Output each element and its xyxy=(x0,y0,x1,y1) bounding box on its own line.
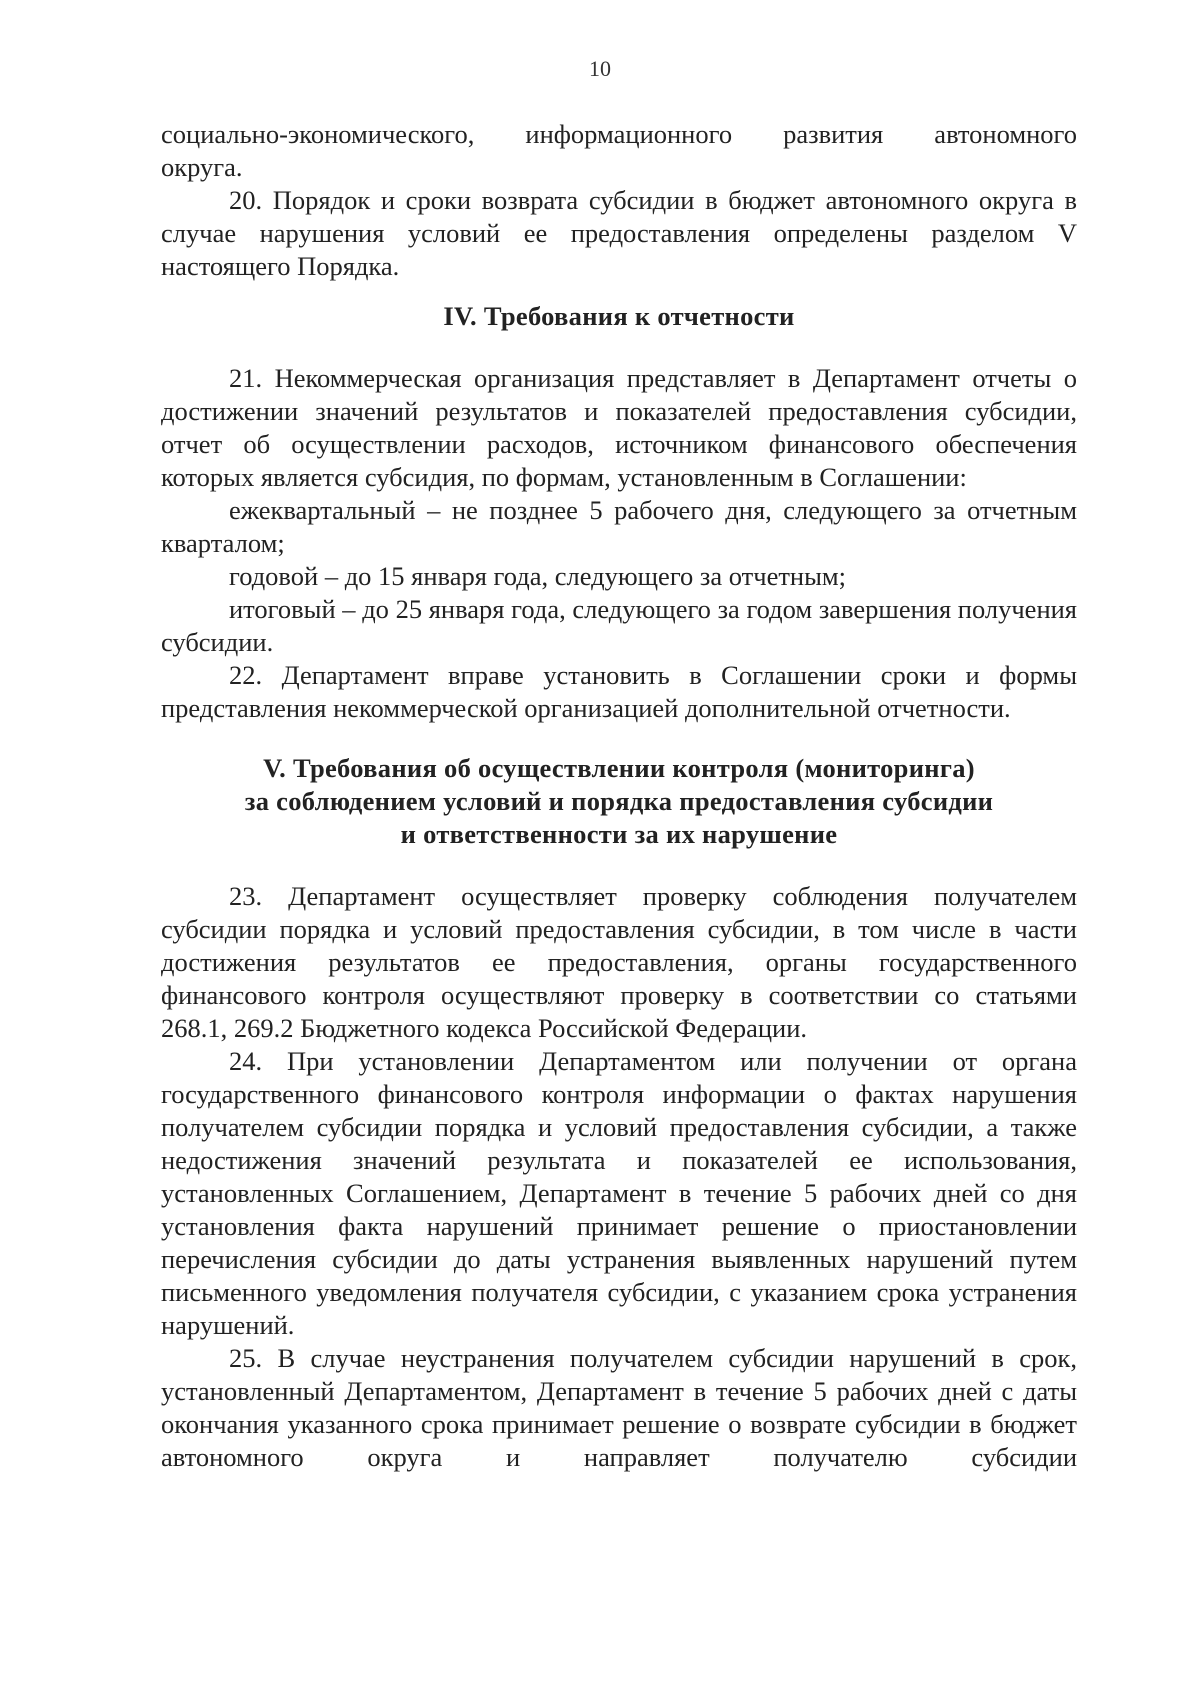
intro-block xyxy=(161,118,1077,283)
section-5-title-line-3: и ответственности за их нарушение xyxy=(400,819,838,849)
continuation-line-end: округа. xyxy=(161,152,243,182)
section-5-title-line-2: за соблюдением условий и порядка предоставления субсидии xyxy=(244,786,994,816)
section-4-title: IV. Требования к отчетности xyxy=(443,301,795,331)
clause-20: 20. Порядок и сроки возврата субсидии в бюджет автономного округа в случае нарушения условий ее предоставления определены разделом V настоящего Порядка. xyxy=(161,185,1077,281)
page-number: 10 xyxy=(589,56,611,81)
clause-25: 25. В случае неустранения получателем субсидии нарушений в срок, установленный Департаментом, Департамент в течение 5 рабочих дней с даты окончания указанного срока принимает решение о возврате субсидии в бюджет автономного округа и направляет получателю субсидии xyxy=(161,1343,1077,1472)
clause-23: 23. Департамент осуществляет проверку соблюдения получателем субсидии порядка и условий предоставления субсидии, в том числе в части достижения результатов ее предоставления, органы государственного финансового контроля осуществляют проверку в соответствии со статьями 268.1, 269.2 Бюджетного кодекса Российской Федерации. xyxy=(161,881,1077,1043)
section-4-body xyxy=(161,362,1077,725)
clause-24: 24. При установлении Департаментом или получении от органа государственного финансового контроля информации о фактах нарушения получателем субсидии порядка и условий предоставления субсидии, а также недостижения значений результата и показателей ее использования, установленных Соглашением, Департамент в течение 5 рабочих дней со дня установления факта нарушений принимает решение о приостановлении перечисления субсидии до даты устранения выявленных нарушений путем письменного уведомления получателя субсидии, с указанием срока устранения нарушений. xyxy=(161,1046,1077,1340)
section-4-heading xyxy=(161,300,1077,333)
clause-22: 22. Департамент вправе установить в Соглашении сроки и формы представления некоммерческой организацией дополнительной отчетности. xyxy=(161,660,1077,723)
clause-21-final: итоговый – до 25 января года, следующего за годом завершения получения субсидии. xyxy=(161,594,1077,657)
section-5-title-line-1: V. Требования об осуществлении контроля (мониторинга) xyxy=(263,753,975,783)
section-5-heading xyxy=(161,752,1077,851)
section-5-body xyxy=(161,880,1077,1474)
clause-21-quarterly: ежеквартальный – не позднее 5 рабочего дня, следующего за отчетным кварталом; xyxy=(161,495,1077,558)
continuation-line: социально-экономического, информационного развития автономного xyxy=(161,119,1077,149)
clause-21-annual: годовой – до 15 января года, следующего за отчетным; xyxy=(229,561,847,591)
clause-21: 21. Некоммерческая организация представляет в Департамент отчеты о достижении значений результатов и показателей предоставления субсидии, отчет об осуществлении расходов, источником финансового обеспечения которых является субсидия, по формам, установленным в Соглашении: xyxy=(161,363,1077,492)
